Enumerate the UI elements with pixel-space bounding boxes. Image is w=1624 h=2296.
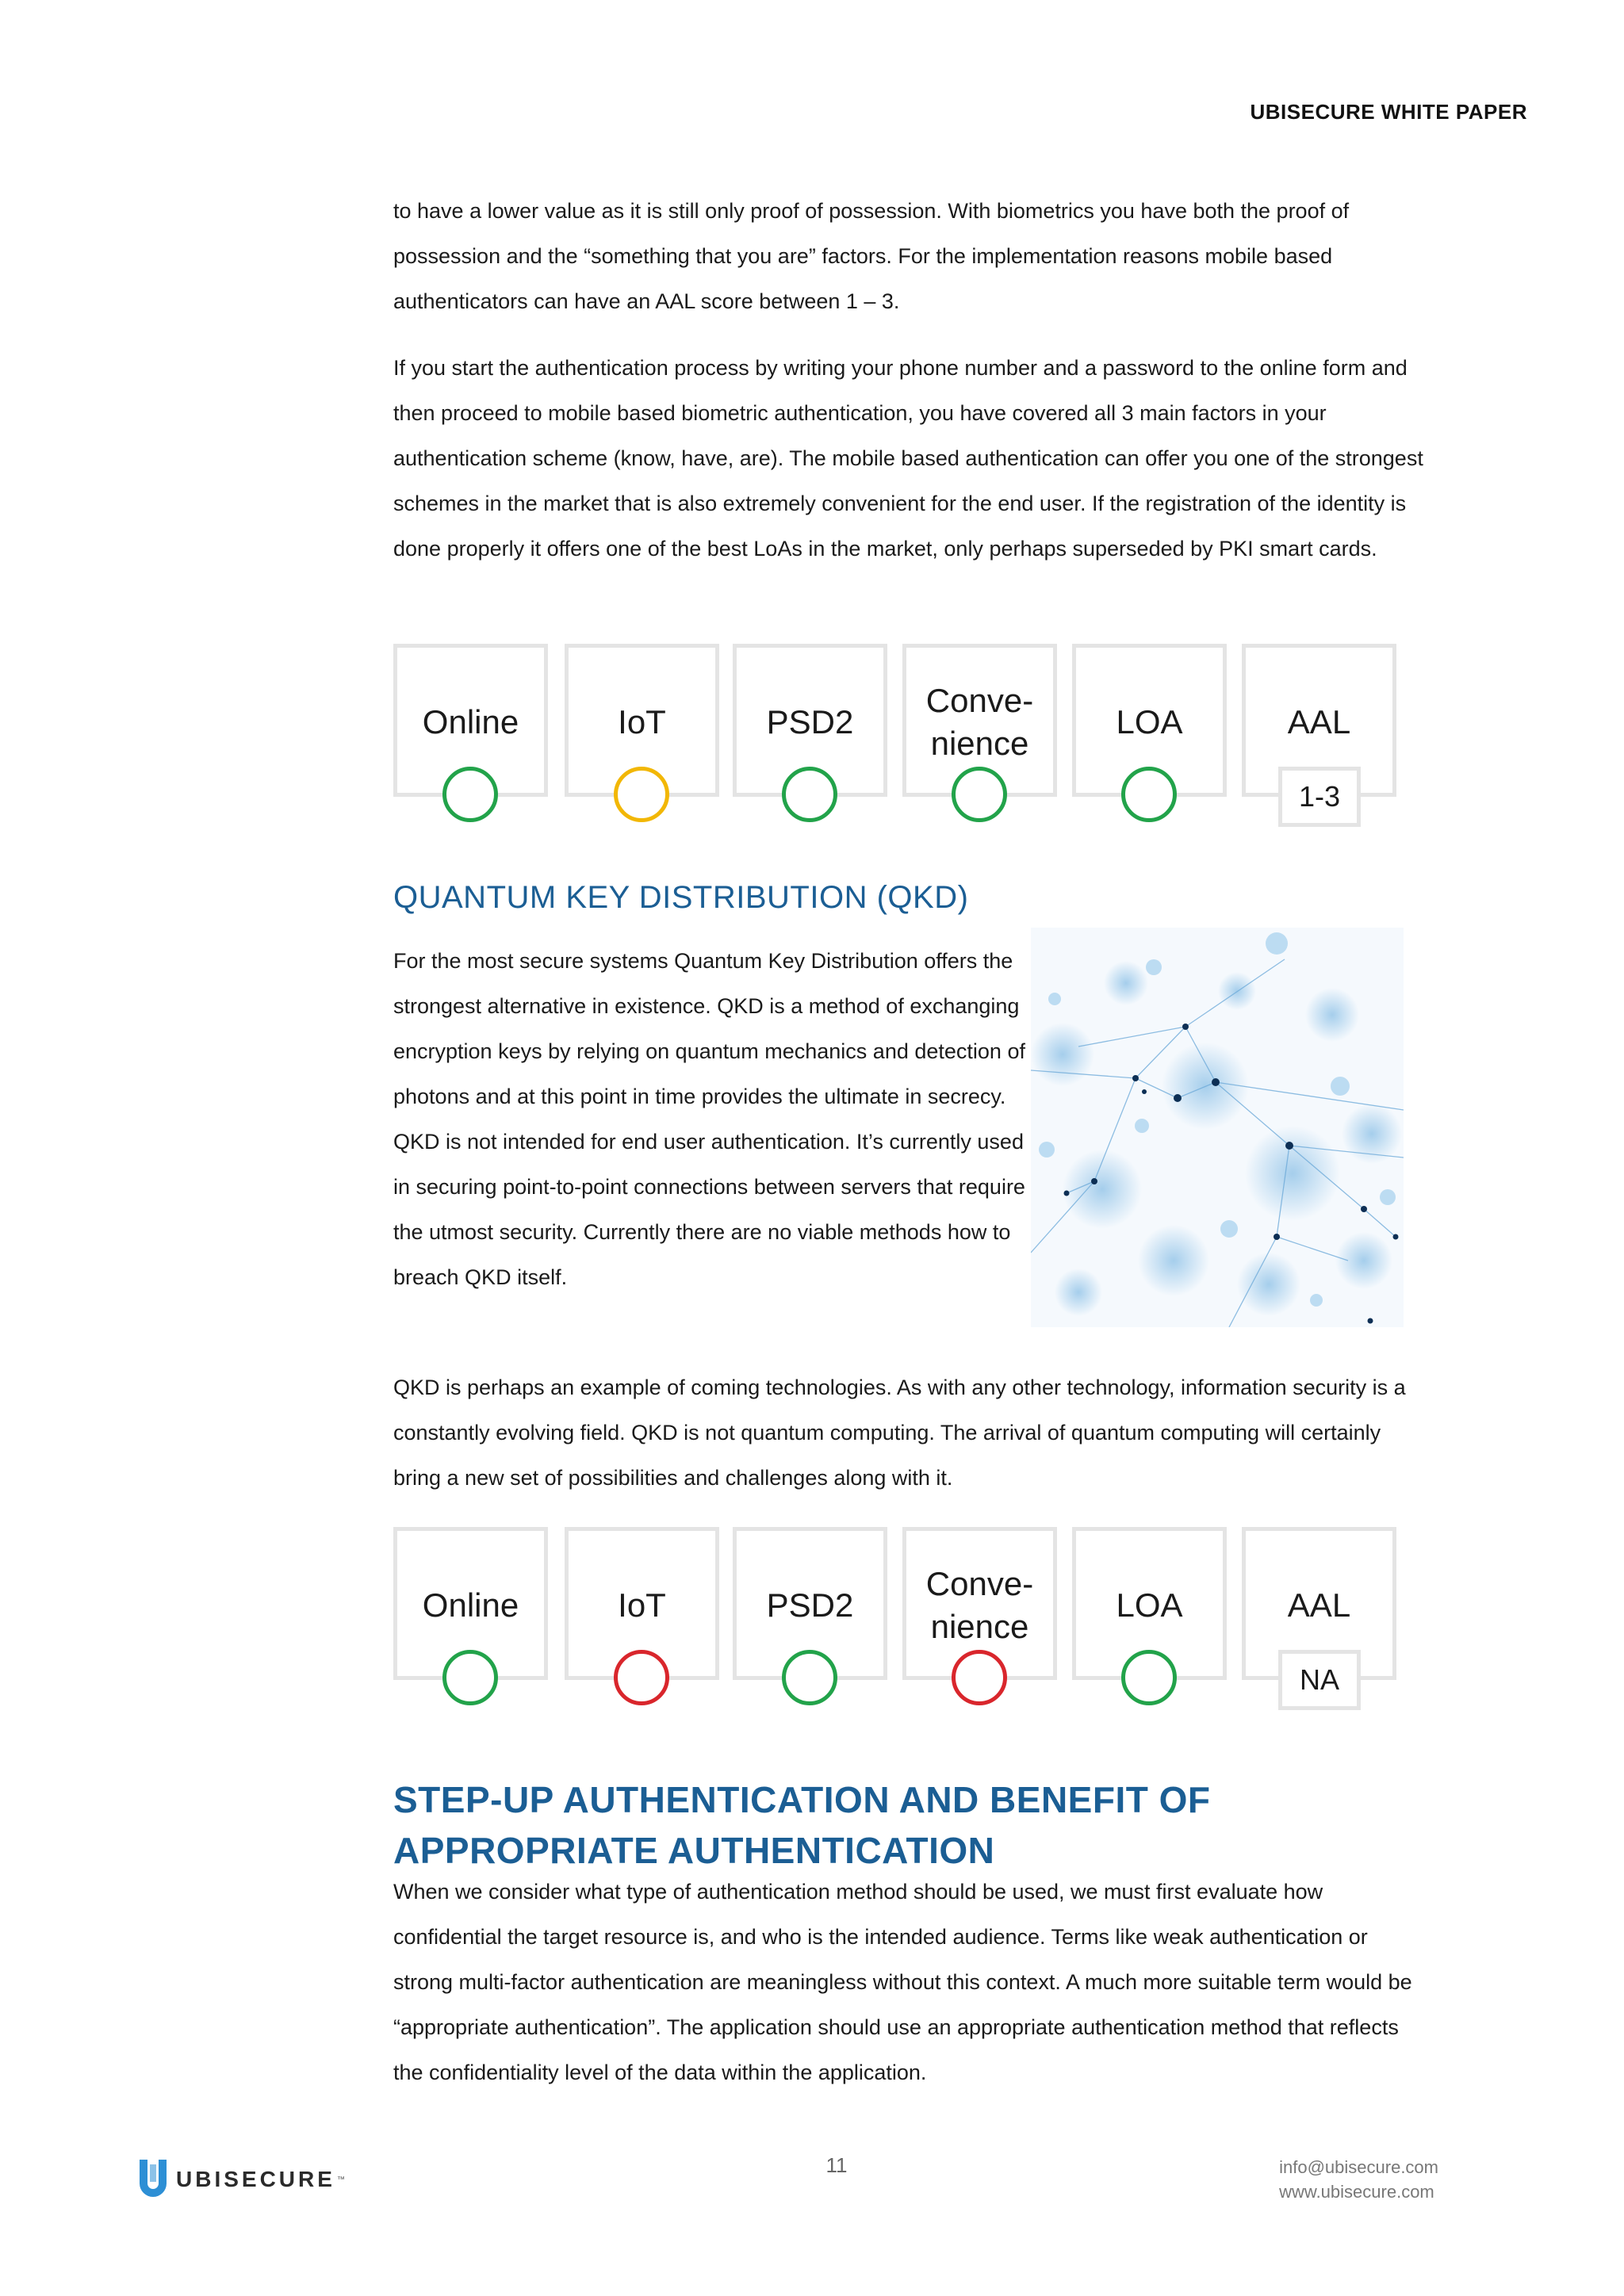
ubisecure-u-icon: [135, 2158, 171, 2201]
criterion-label: AAL: [1287, 702, 1351, 740]
status-circle-psd2: [782, 767, 837, 822]
status-circle-online: [442, 1650, 498, 1705]
status-circle-online: [442, 767, 498, 822]
logo-wordmark: UBISECURE: [176, 2167, 335, 2191]
aal-value-box: 1-3: [1278, 767, 1361, 827]
criterion-label: LOA: [1116, 702, 1183, 740]
aal-value-box: NA: [1278, 1650, 1361, 1710]
logo-trademark: ™: [336, 2175, 345, 2184]
status-circle-convenience: [952, 1650, 1007, 1705]
paragraph-qkd-intro: For the most secure systems Quantum Key Distribution offers the strongest alternative in existence. QKD is a method of exchanging encryption keys by relying on quantum mechanics and detection of photons and at this point in time provides the ultimate in secrecy. QKD is not intended for end user authentication. It’s currently used in securing point-to-point connections between servers that require the utmost security. Currently there are no viable methods how to breach QKD itself.: [393, 949, 1025, 1289]
criteria-row-qkd: [393, 1527, 1408, 1717]
criterion-label: IoT: [618, 702, 666, 740]
ubisecure-logo: [135, 2158, 345, 2201]
criteria-row-mobile: [393, 644, 1408, 834]
status-circle-iot: [614, 767, 669, 822]
footer-website: www.ubisecure.com: [1279, 2182, 1434, 2202]
criterion-label: Conve- nience: [925, 681, 1034, 762]
criterion-label: PSD2: [766, 1586, 854, 1624]
criterion-label: Conve- nience: [925, 1564, 1034, 1645]
paragraph-qkd-future: QKD is perhaps an example of coming technologies. As with any other technology, information security is a constantly evolving field. QKD is not quantum computing. The arrival of quantum computing will certainly bring a new set of possibilities and challenges along with it.: [393, 1376, 1406, 1490]
criterion-label: Online: [422, 1586, 519, 1624]
criterion-label: LOA: [1116, 1586, 1183, 1624]
footer-contact: [1279, 2155, 1438, 2204]
status-circle-psd2: [782, 1650, 837, 1705]
quantum-network-image: [1031, 928, 1404, 1327]
paragraph-stepup: When we consider what type of authentication method should be used, we must first evaluate how confidential the target resource is, and who is the intended audience. Terms like weak authentication or strong multi-factor authentication are meaningless without this context. A much more suitable term would be “appropriate authentication”. The application should use an appropriate authentication method that reflects the confidentiality level of the data within the application.: [393, 1880, 1412, 2084]
paragraph-mobile-aal: to have a lower value as it is still only proof of possession. With biometrics you have both the proof of possession and the “something that you are” factors. For the implementation reasons mobile based authenticators can have an AAL score between 1 – 3.: [393, 199, 1350, 313]
qkd-heading: QUANTUM KEY DISTRIBUTION (QKD): [393, 880, 969, 915]
criterion-label: PSD2: [766, 702, 854, 740]
criterion-label: IoT: [618, 1586, 666, 1624]
document-header-title: UBISECURE WHITE PAPER: [1250, 100, 1527, 124]
page-number: 11: [825, 2153, 848, 2177]
footer-email: info@ubisecure.com: [1279, 2157, 1438, 2177]
paragraph-mobile-biometric: If you start the authentication process by writing your phone number and a password to the online form and then proceed to mobile based biometric authentication, you have covered all 3 main factors in your authentication scheme (know, have, are). The mobile based authentication can offer you one of the strongest schemes in the market that is also extremely convenient for the end user. If the registration of the identity is done properly it offers one of the best LoAs in the market, only perhaps superseded by PKI smart cards.: [393, 356, 1423, 561]
status-circle-loa: [1121, 767, 1177, 822]
status-circle-loa: [1121, 1650, 1177, 1705]
status-circle-iot: [614, 1650, 669, 1705]
status-circle-convenience: [952, 767, 1007, 822]
criterion-label: AAL: [1287, 1586, 1351, 1624]
stepup-heading: STEP-UP AUTHENTICATION AND BENEFIT OF APPROPRIATE AUTHENTICATION: [393, 1779, 1211, 1871]
criterion-label: Online: [422, 702, 519, 740]
